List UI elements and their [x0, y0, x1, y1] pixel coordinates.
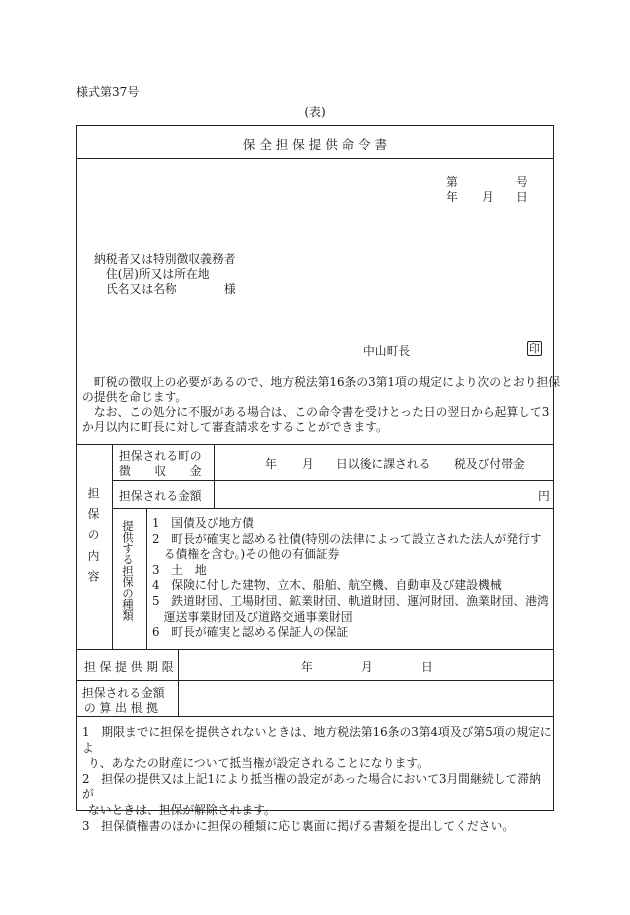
issuer-name: 中山町長 — [363, 344, 411, 358]
note-line: ないときは、担保が解除されます。 — [88, 802, 276, 817]
type-item: 1 国債及び地方債 — [152, 516, 254, 530]
type-item: 2 町長が確実と認める社債(特別の法律によって設立された法人が発行す — [152, 531, 542, 546]
addressee-address-label: 住(居)所又は所在地 — [106, 267, 210, 281]
divider-content — [76, 649, 554, 650]
note-line: 3 担保債権書のほかに担保の種類に応じ裏面に掲げる書類を提出してください。 — [82, 818, 515, 833]
divider-title — [76, 158, 554, 159]
type-item: 運送事業財団及び道路交通事業財団 — [152, 609, 353, 624]
divider-row1 — [112, 480, 554, 481]
addressee-honorific: 様 — [224, 282, 236, 296]
type-item: 5 鉄道財団、工場財団、鉱業財団、軌道財団、運河財団、漁業財団、港湾 — [152, 593, 549, 608]
row1-label-line2: 徴 収 金 — [119, 464, 202, 478]
divider-row2 — [112, 508, 554, 509]
body-p2-line2: か月以内に町長に対して審査請求をすることができます。 — [82, 420, 388, 434]
notes-list — [82, 725, 552, 834]
row2-unit: 円 — [538, 489, 550, 503]
divider-deadline — [76, 680, 554, 681]
divider-label-col — [214, 444, 215, 508]
note-line: 1 期限までに担保を提供されないときは、地方税法第16条の3第4項及び第5項の規定によ — [82, 725, 552, 755]
type-item: る債権を含む。)その他の有価証券 — [152, 547, 340, 562]
date-day: 日 — [516, 190, 528, 204]
form-title: 保 全 担 保 提 供 命 令 書 — [242, 137, 388, 152]
basis-label-line1: 担保される金額 — [82, 686, 165, 700]
row1-tax: 税及び付帯金 — [454, 457, 525, 471]
form-number: 様式第37号 — [76, 85, 140, 99]
row1-month: 月 — [302, 457, 314, 471]
type-item: 4 保険に付した建物、立木、船舶、航空機、自動車及び建設機械 — [152, 578, 502, 593]
row1-label-line1: 担保される町の — [119, 449, 202, 463]
addressee-name-label: 氏名又は名称 — [106, 282, 177, 296]
divider-basis — [76, 716, 554, 717]
note-line: り、あなたの財産について抵当権が設定されることになります。 — [88, 756, 429, 771]
deadline-day: 日 — [421, 660, 433, 674]
row3-label: 提供する担保の種類 — [121, 520, 135, 621]
date-year: 年 — [446, 190, 458, 204]
seal-mark: 印 — [529, 342, 540, 355]
divider-types-col — [146, 508, 147, 649]
type-item: 6 町長が確実と認める保証人の保証 — [152, 625, 349, 640]
deadline-month: 月 — [361, 660, 373, 674]
body-p2-line1: なお、この処分に不服がある場合は、この命令書を受けとった日の翌日から起算して3 — [82, 405, 550, 419]
type-item: 3 土 地 — [152, 562, 207, 577]
doc-no-go: 号 — [516, 175, 528, 189]
row1-suffix: 日以後に課される — [336, 457, 431, 471]
divider-body — [76, 444, 554, 445]
note-line: 2 担保の提供又は上記1により抵当権の設定があった場合において3月間継続して滞納が — [82, 771, 541, 802]
deadline-year: 年 — [301, 660, 313, 674]
addressee-type: 納税者又は特別徴収義務者 — [94, 252, 236, 266]
body-p1-line1: 町税の徴収上の必要があるので、地方税法第16条の3第1項の規定により次のとおり担保 — [82, 375, 561, 389]
basis-label-line2: の 算 出 根 拠 — [84, 701, 158, 715]
security-group-label: 担保の内容 — [86, 487, 100, 591]
deadline-label: 担 保 提 供 期 限 — [84, 660, 174, 674]
side-label: (表) — [304, 105, 326, 119]
row2-label: 担保される金額 — [119, 489, 202, 503]
divider-footer-col — [178, 649, 179, 716]
row1-year: 年 — [265, 457, 277, 471]
doc-no-dai: 第 — [446, 175, 458, 189]
security-types-list — [152, 516, 554, 641]
divider-group-col — [112, 444, 113, 649]
date-month: 月 — [482, 190, 494, 204]
body-p1-line2: の提供を命じます。 — [82, 390, 188, 404]
